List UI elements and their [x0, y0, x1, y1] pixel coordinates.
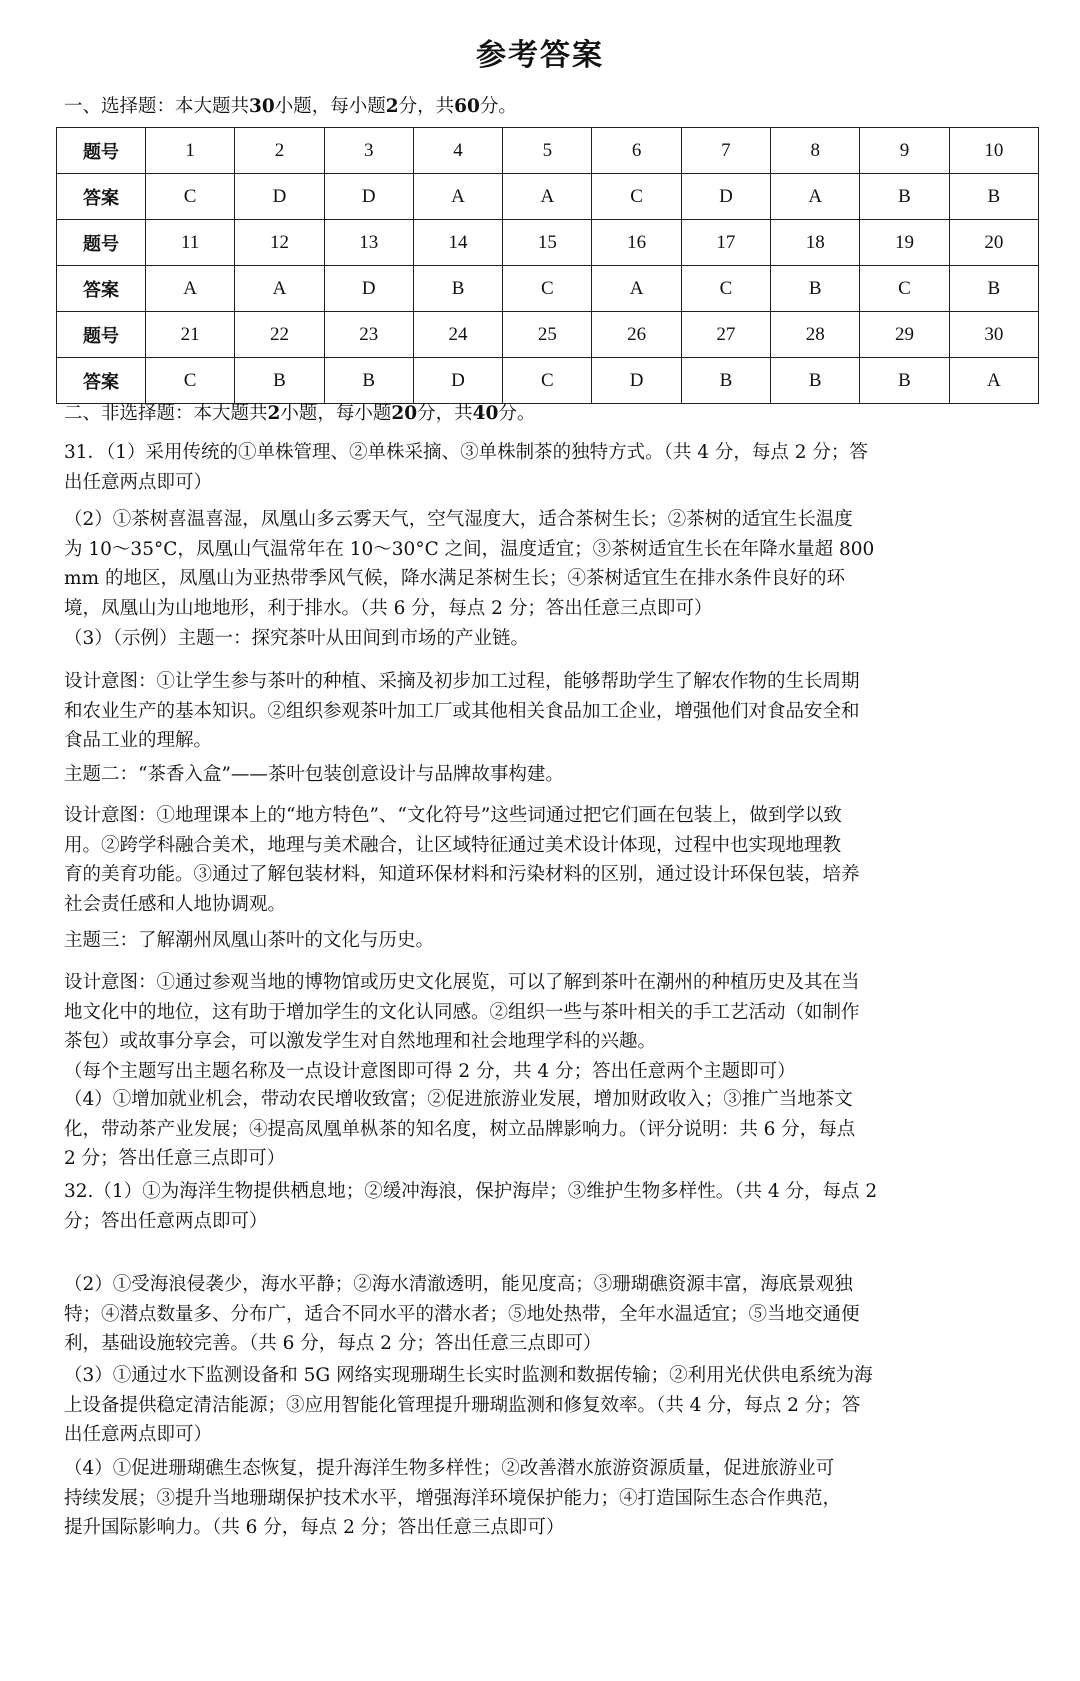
answer-paragraph [64, 624, 1024, 654]
question-number-cell: 16 [592, 220, 681, 266]
question-number-cell: 14 [413, 220, 502, 266]
paragraph-line: 用。②跨学科融合美术，地理与美术融合，让区域特征通过美术设计体现，过程中也实现地理教 [64, 834, 842, 856]
question-number-row [57, 220, 1039, 266]
answer-paragraph [64, 801, 1024, 919]
question-number-cell: 5 [503, 128, 592, 174]
question-number-cell: 22 [235, 312, 324, 358]
answer-cell: D [324, 266, 413, 312]
paragraph-line: 社会责任感和人地协调观。 [64, 893, 287, 915]
question-label-cell: 题号 [57, 312, 146, 358]
question-number-row [57, 312, 1039, 358]
paragraph-line: 31．（1）采用传统的①单株管理、②单株采摘、③单株制茶的独特方式。（共 4 分，每点 2 分；答 [64, 442, 868, 463]
answer-paragraph [64, 760, 1024, 790]
answer-paragraph [64, 968, 1024, 1086]
page-title: 参考答案 [476, 38, 604, 73]
answer-paragraph [64, 1270, 1024, 1359]
question-number-cell: 9 [860, 128, 949, 174]
paragraph-line: 利，基础设施较完善。（共 6 分，每点 2 分；答出任意三点即可） [64, 1333, 602, 1354]
question-number-cell: 20 [949, 220, 1038, 266]
answer-paragraph [64, 1361, 1024, 1450]
answer-cell: B [860, 358, 949, 404]
paragraph-line: 为 10～35°C，凤凰山气温常年在 10～30°C 之间，温度适宜；③茶树适宜生长在年降水量超 800 [64, 538, 875, 560]
paragraph-line: 境，凤凰山为山地地形，利于排水。（共 6 分，每点 2 分；答出任意三点即可） [64, 597, 713, 619]
answer-cell: C [146, 358, 235, 404]
answer-cell: B [860, 174, 949, 220]
section-2-heading: 二、非选择题：本大题共2小题，每小题20分，共40分。 [64, 403, 536, 424]
answer-cell: D [324, 174, 413, 220]
answer-cell: C [503, 266, 592, 312]
answer-cell: D [413, 358, 502, 404]
question-number-cell: 29 [860, 312, 949, 358]
question-number-cell: 25 [503, 312, 592, 358]
answer-cell: B [681, 358, 770, 404]
answer-paragraph [64, 926, 1024, 956]
question-number-cell: 13 [324, 220, 413, 266]
question-number-cell: 10 [949, 128, 1038, 174]
answer-cell: A [235, 266, 324, 312]
question-number-cell: 12 [235, 220, 324, 266]
question-number-row [57, 128, 1039, 174]
paragraph-line: 和农业生产的基本知识。②组织参观茶叶加工厂或其他相关食品加工企业，增强他们对食品安全和 [64, 700, 860, 722]
paragraph-line: （2）①茶树喜温喜湿，凤凰山多云雾天气，空气湿度大，适合茶树生长；②茶树的适宜生长温度 [64, 509, 853, 530]
answer-cell: A [592, 266, 681, 312]
question-number-cell: 17 [681, 220, 770, 266]
question-number-cell: 24 [413, 312, 502, 358]
paragraph-line: 提升国际影响力。（共 6 分，每点 2 分；答出任意三点即可） [64, 1517, 565, 1538]
answer-cell: A [503, 174, 592, 220]
question-label-cell: 题号 [57, 128, 146, 174]
question-number-cell: 8 [771, 128, 860, 174]
question-number-cell: 23 [324, 312, 413, 358]
question-label-cell: 题号 [57, 220, 146, 266]
answer-cell: D [681, 174, 770, 220]
paragraph-line: 2 分；答出任意三点即可） [64, 1148, 286, 1169]
question-number-cell: 19 [860, 220, 949, 266]
question-number-cell: 2 [235, 128, 324, 174]
paragraph-line: （4）①增加就业机会，带动农民增收致富；②促进旅游业发展，增加财政收入；③推广当地茶文 [64, 1089, 853, 1110]
question-number-cell: 21 [146, 312, 235, 358]
answer-paragraph [64, 438, 1024, 497]
paragraph-line: 茶包）或故事分享会，可以激发学生对自然地理和社会地理学科的兴趣。 [64, 1031, 657, 1052]
answer-paragraph [64, 667, 1024, 756]
paragraph-line: （4）①促进珊瑚礁生态恢复，提升海洋生物多样性；②改善潜水旅游资源质量，促进旅游业可 [64, 1458, 835, 1479]
paragraph-line: 主题二：“茶香入盒”——茶叶包装创意设计与品牌故事构建。 [64, 764, 564, 785]
answer-cell: D [235, 174, 324, 220]
question-number-cell: 27 [681, 312, 770, 358]
answer-row [57, 266, 1039, 312]
question-number-cell: 6 [592, 128, 681, 174]
paragraph-line: 主题三：了解潮州凤凰山茶叶的文化与历史。 [64, 930, 435, 951]
paragraph-line: 持续发展；③提升当地珊瑚保护技术水平，增强海洋环境保护能力；④打造国际生态合作典范， [64, 1487, 842, 1509]
answer-cell: A [949, 358, 1038, 404]
answer-cell: B [235, 358, 324, 404]
answer-cell: B [413, 266, 502, 312]
paragraph-line: 化，带动茶产业发展；④提高凤凰单枞茶的知名度，树立品牌影响力。（评分说明：共 6 分，每点 [64, 1118, 856, 1140]
answer-cell: D [592, 358, 681, 404]
question-number-cell: 4 [413, 128, 502, 174]
answer-label-cell: 答案 [57, 266, 146, 312]
answer-table [56, 127, 1039, 404]
answer-cell: C [503, 358, 592, 404]
answer-cell: C [860, 266, 949, 312]
answer-cell: B [771, 266, 860, 312]
section-1-heading: 一、选择题：本大题共30小题，每小题2分，共60分。 [64, 96, 517, 117]
paragraph-line: （每个主题写出主题名称及一点设计意图即可得 2 分，共 4 分；答出任意两个主题即可） [64, 1060, 796, 1082]
question-number-cell: 30 [949, 312, 1038, 358]
paragraph-line: 育的美育功能。③通过了解包装材料，知道环保材料和污染材料的区别，通过设计环保包装，培养 [64, 864, 860, 885]
paragraph-line: 32.（1）①为海洋生物提供栖息地；②缓冲海浪，保护海岸；③维护生物多样性。（共 4 分，每点 2 [64, 1181, 878, 1202]
answer-cell: A [413, 174, 502, 220]
question-number-cell: 28 [771, 312, 860, 358]
paragraph-line: 特；④潜点数量多、分布广，适合不同水平的潜水者；⑤地处热带，全年水温适宜；⑤当地交通便 [64, 1303, 860, 1325]
answer-row [57, 358, 1039, 404]
paragraph-line: （2）①受海浪侵袭少，海水平静；②海水清澈透明，能见度高；③珊瑚礁资源丰富，海底景观独 [64, 1274, 853, 1295]
answer-paragraph [64, 1085, 1024, 1174]
question-number-cell: 1 [146, 128, 235, 174]
paragraph-line: 设计意图：①让学生参与茶叶的种植、采摘及初步加工过程，能够帮助学生了解农作物的生长周期 [64, 671, 860, 692]
question-number-cell: 7 [681, 128, 770, 174]
paragraph-line: （3）（示例）主题一：探究茶叶从田间到市场的产业链。 [64, 628, 530, 649]
paragraph-line: 出任意两点即可） [64, 471, 213, 493]
answer-cell: B [324, 358, 413, 404]
answer-cell: A [146, 266, 235, 312]
answer-cell: A [771, 174, 860, 220]
question-number-cell: 18 [771, 220, 860, 266]
question-number-cell: 15 [503, 220, 592, 266]
paragraph-line: 出任意两点即可） [64, 1424, 213, 1445]
paragraph-line: 上设备提供稳定清洁能源；③应用智能化管理提升珊瑚监测和修复效率。（共 4 分，每点 2 分；答 [64, 1394, 861, 1416]
answer-cell: C [592, 174, 681, 220]
paragraph-line: 设计意图：①通过参观当地的博物馆或历史文化展览，可以了解到茶叶在潮州的种植历史及其在当 [64, 972, 860, 993]
answer-cell: C [681, 266, 770, 312]
question-number-cell: 11 [146, 220, 235, 266]
paragraph-line: （3）①通过水下监测设备和 5G 网络实现珊瑚生长实时监测和数据传输；②利用光伏供电系统为海 [64, 1365, 873, 1386]
answer-paragraph [64, 505, 1024, 623]
answer-cell: B [949, 266, 1038, 312]
question-number-cell: 3 [324, 128, 413, 174]
answer-paragraph [64, 1177, 1024, 1236]
paragraph-line: 设计意图：①地理课本上的“地方特色”、“文化符号”这些词通过把它们画在包装上，做到学以致 [64, 805, 842, 826]
question-number-cell: 26 [592, 312, 681, 358]
paragraph-line: 食品工业的理解。 [64, 730, 213, 751]
paragraph-line: 地文化中的地位，这有助于增加学生的文化认同感。②组织一些与茶叶相关的手工艺活动（如制作 [64, 1001, 860, 1023]
paragraph-line: mm 的地区，凤凰山为亚热带季风气候，降水满足茶树生长；④茶树适宜生在排水条件良好的环 [64, 568, 845, 589]
answer-row [57, 174, 1039, 220]
answer-cell: B [949, 174, 1038, 220]
paragraph-line: 分；答出任意两点即可） [64, 1210, 268, 1232]
answer-label-cell: 答案 [57, 174, 146, 220]
answer-label-cell: 答案 [57, 358, 146, 404]
answer-cell: B [771, 358, 860, 404]
answer-cell: C [146, 174, 235, 220]
answer-paragraph [64, 1454, 1024, 1543]
